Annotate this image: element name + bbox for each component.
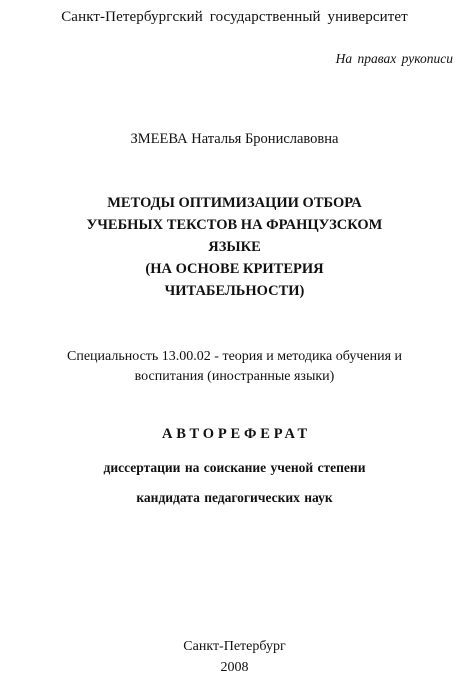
degree-description: кандидата педагогических наук xyxy=(136,490,333,505)
dissertation-description: диссертации на соискание ученой степени xyxy=(103,460,366,475)
title-line: (НА ОСНОВЕ КРИТЕРИЯ xyxy=(145,261,324,277)
abstract-heading: АВТОРЕФЕРАТ xyxy=(161,426,312,442)
author-name: ЗМЕЕВА Наталья Брониславовна xyxy=(130,131,339,147)
specialty-text xyxy=(0,347,469,387)
title-line: ЧИТАБЕЛЬНОСТИ) xyxy=(164,283,305,299)
manuscript-note: На правах рукописи xyxy=(335,51,453,66)
publication-year: 2008 xyxy=(220,660,249,675)
title-line: ЯЗЫКЕ xyxy=(208,239,261,255)
publication-city: Санкт-Петербург xyxy=(183,639,286,654)
title-line: МЕТОДЫ ОПТИМИЗАЦИИ ОТБОРА xyxy=(107,195,362,211)
specialty-line: воспитания (иностранные языки) xyxy=(134,369,335,384)
specialty-line: Специальность 13.00.02 - теория и методика обучения и xyxy=(67,349,402,364)
dissertation-title xyxy=(0,192,469,302)
university-name: Санкт-Петербургский государственный университет xyxy=(61,9,408,25)
title-line: УЧЕБНЫХ ТЕКСТОВ НА ФРАНЦУЗСКОМ xyxy=(86,217,383,233)
